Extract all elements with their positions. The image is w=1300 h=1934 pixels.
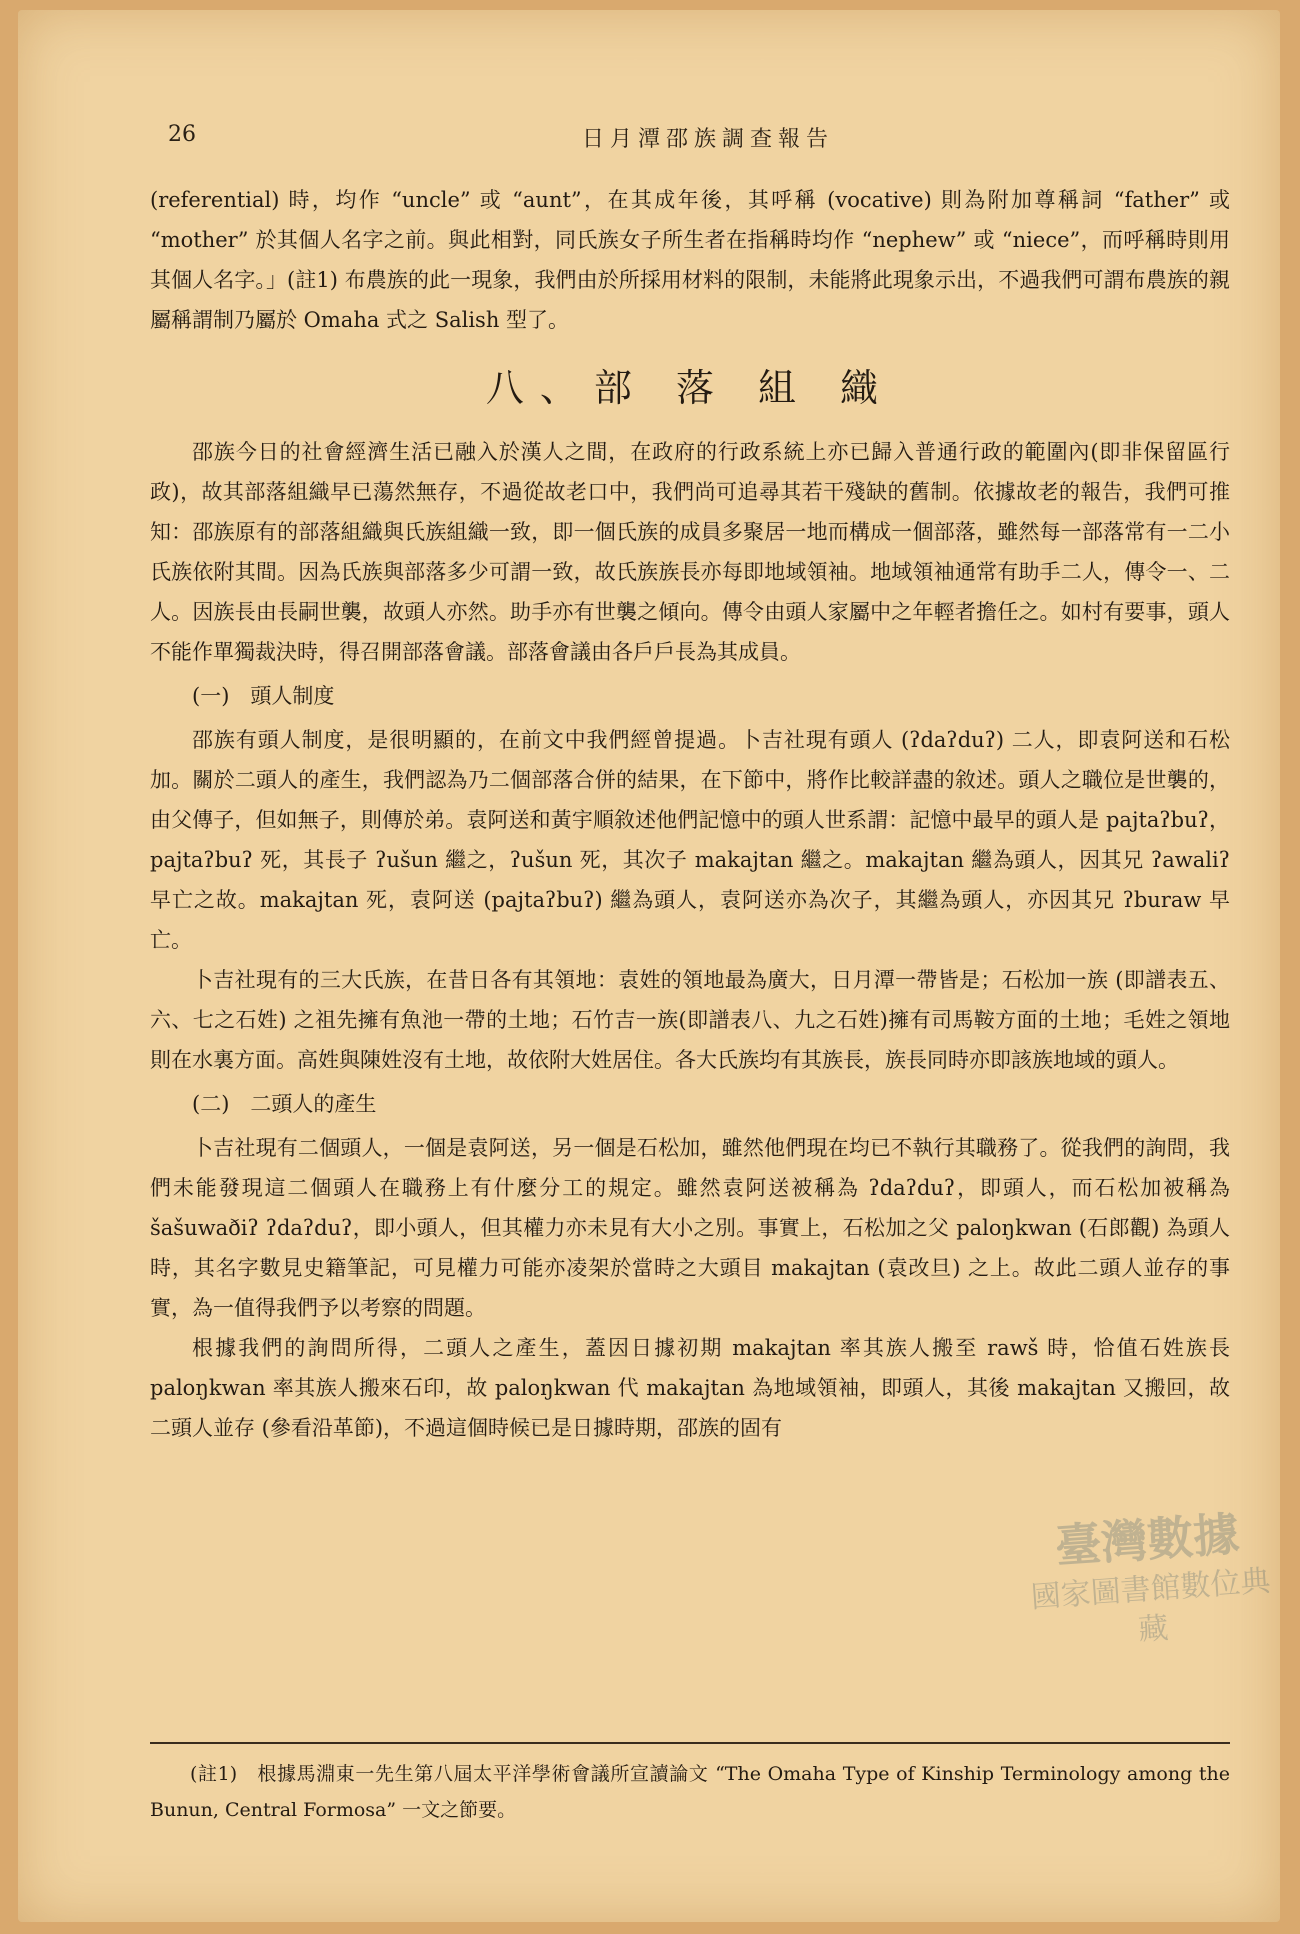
running-title: 日月潭邵族調查報告 bbox=[581, 127, 834, 152]
section-heading: 八、部 落 組 織 bbox=[485, 366, 895, 410]
body-text bbox=[150, 180, 1230, 1448]
watermark-text: 國家圖書館數位典藏 bbox=[1029, 1563, 1272, 1648]
paragraph: 根據我們的詢問所得，二頭人之產生，蓋因日據初期 makajtan 率其族人搬至 rawš 時，恰值石姓族長 paloŋkwan 率其族人搬來石印，故 paloŋkwan 代 makajtan 為地域領袖，即頭人，其後 makajtan 又搬回，故二頭人並存 (參看沿革節)，不過這個時候已是日據時期，邵族的固有 bbox=[150, 1336, 1230, 1440]
paragraph: 邵族有頭人制度，是很明顯的，在前文中我們經曾提過。卜吉社現有頭人 (ʔdaʔduʔ) 二人，即袁阿送和石松加。關於二頭人的產生，我們認為乃二個部落合併的結果，在下節中，將作比較詳盡的敘述。頭人之職位是世襲的，由父傳子，但如無子，則傳於弟。袁阿送和黃宇順敘述他們記憶中的頭人世系謂：記憶中最早的頭人是 pajtaʔbuʔ，pajtaʔbuʔ 死，其長子 ʔušun 繼之，ʔušun 死，其次子 makajtan 繼之。makajtan 繼為頭人，因其兄 ʔawaliʔ 早亡之故。makajtan 死，袁阿送 (pajtaʔbuʔ) 繼為頭人，袁阿送亦為次子，其繼為頭人，亦因其兄 ʔburaw 早亡。 bbox=[150, 728, 1230, 952]
page-header bbox=[168, 122, 1248, 154]
watermark-seal: 臺灣數據 bbox=[1053, 1506, 1241, 1574]
paragraph: 卜吉社現有二個頭人，一個是袁阿送，另一個是石松加，雖然他們現在均已不執行其職務了。從我們的詢問，我們未能發現這二個頭人在職務上有什麼分工的規定。雖然袁阿送被稱為 ʔdaʔduʔ，即頭人，而石松加被稱為 šašuwaðiʔ ʔdaʔduʔ，即小頭人，但其權力亦未見有大小之別。事實上，石松加之父 paloŋkwan (石郎觀) 為頭人時，其名字數見史籍筆記，可見權力可能亦凌架於當時之大頭目 makajtan (袁改旦) 之上。故此二頭人並存的事實，為一值得我們予以考察的問題。 bbox=[150, 1136, 1230, 1320]
library-watermark bbox=[1025, 1502, 1274, 1658]
paragraph: 邵族今日的社會經濟生活已融入於漢人之間，在政府的行政系統上亦已歸入普通行政的範圍內(即非保留區行政)，故其部落組織早已蕩然無存，不過從故老口中，我們尚可追尋其若干殘缺的舊制。依據故老的報告，我們可推知：邵族原有的部落組織與氏族組織一致，即一個氏族的成員多聚居一地而構成一個部落，雖然每一部落常有一二小氏族依附其間。因為氏族與部落多少可謂一致，故氏族族長亦每即地域領袖。地域領袖通常有助手二人，傳令一、二人。因族長由長嗣世襲，故頭人亦然。助手亦有世襲之傾向。傳令由頭人家屬中之年輕者擔任之。如村有要事，頭人不能作單獨裁決時，得召開部落會議。部落會議由各戶戶長為其成員。 bbox=[150, 440, 1230, 664]
subsection-heading: (二) 二頭人的產生 bbox=[192, 1092, 377, 1116]
subsection-heading: (一) 頭人制度 bbox=[192, 684, 335, 708]
footnote: (註1) 根據馬淵東一先生第八屆太平洋學術會議所宣讀論文 “The Omaha Type of Kinship Terminology among the Bunun, Central Formosa” 一文之節要。 bbox=[150, 1763, 1230, 1821]
paragraph: 卜吉社現有的三大氏族，在昔日各有其領地：袁姓的領地最為廣大，日月潭一帶皆是；石松加一族 (即譜表五、六、七之石姓) 之祖先擁有魚池一帶的土地；石竹吉一族(即譜表八、九之石姓)擁有司馬鞍方面的土地；毛姓之領地則在水裏方面。高姓與陳姓沒有土地，故依附大姓居住。各大氏族均有其族長，族長同時亦即該族地域的頭人。 bbox=[150, 968, 1230, 1072]
paragraph-continuation: (referential) 時，均作 “uncle” 或 “aunt”，在其成年後，其呼稱 (vocative) 則為附加尊稱詞 “father” 或 “mother” 於其個人名字之前。與此相對，同氏族女子所生者在指稱時均作 “nephew” 或 “niece”，而呼稱時則用其個人名字。」(註1) 布農族的此一現象，我們由於所採用材料的限制，未能將此現象示出，不過我們可謂布農族的親屬稱謂制乃屬於 Omaha 式之 Salish 型了。 bbox=[150, 188, 1230, 332]
page-number: 26 bbox=[168, 122, 196, 147]
footnote-divider bbox=[150, 1742, 1230, 1744]
